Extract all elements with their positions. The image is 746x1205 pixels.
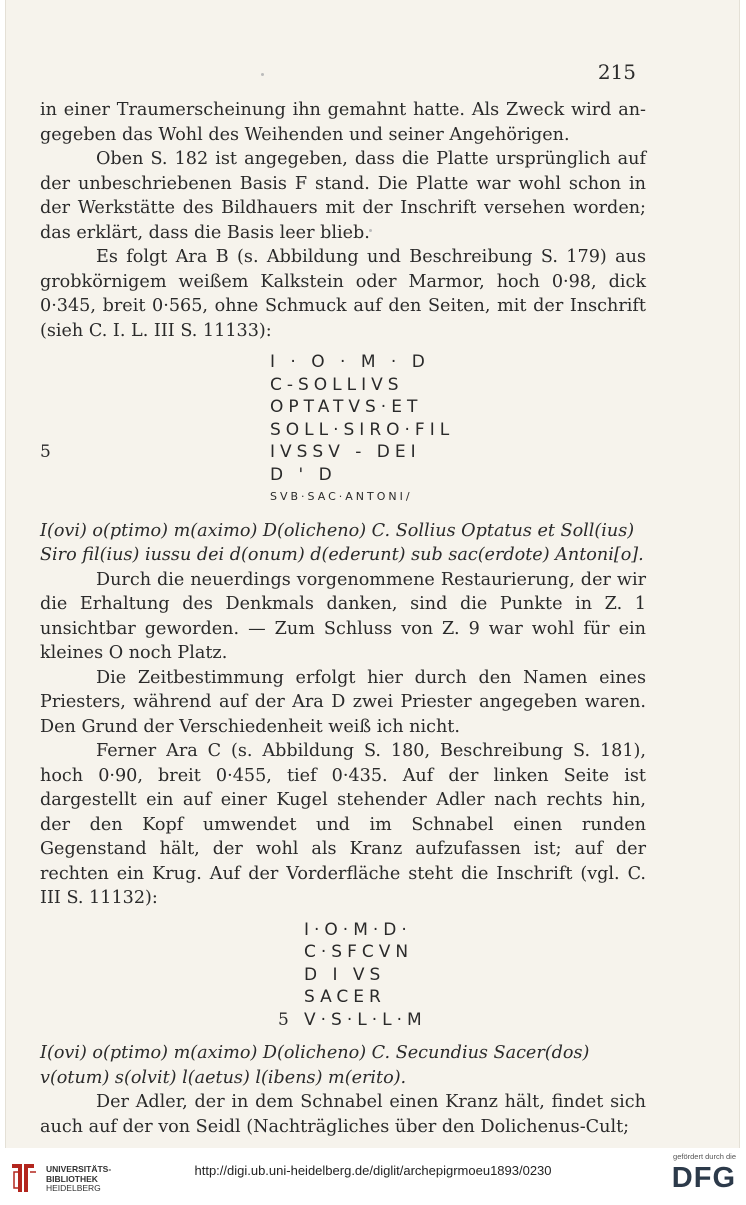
- paragraph: Ferner Ara C (s. Abbildung S. 180, Beschreibung S. 181), hoch 0·90, breit 0·455, tief 0·435. Auf der linken Seite ist dargestellt ein auf einer Kugel stehender Adler nach rechts hin, der den Kopf umwendet und im Schnabel einen runden Gegenstand hält, der wohl als Kranz aufzufassen ist; auf der rechten ein Krug. Auf der Vorderfläche steht die Inschrift (vgl. C. III S. 11132):: [40, 741, 646, 908]
- paragraph: Es folgt Ara B (s. Abbildung und Beschreibung S. 179) aus grobkörnigem weißem Kalkstein oder Marmor, hoch 0·98, dick 0·345, breit 0·565, ohne Schmuck auf den Seiten, mit der Inschrift (sieh C. I. L. III S. 11133):: [40, 247, 646, 341]
- inscription-line: SOLL·SIRO·FIL: [270, 419, 455, 440]
- inscription-line: SACER: [304, 987, 386, 1007]
- body-text: [40, 98, 646, 1139]
- transcription: I(ovi) o(ptimo) m(aximo) D(olicheno) C. Sollius Optatus et Soll(ius) Siro fil(ius) iussu dei d(onum) d(ederunt) sub sac(erdote) Antoni[o].: [40, 520, 644, 565]
- paragraph: Oben S. 182 ist angegeben, dass die Platte ursprünglich auf der unbeschriebenen Basis F stand. Die Platte war wohl schon in der Werkstätte des Bildhauers mit der Inschrift versehen worden; das erklärt, dass die Basis leer blieb.: [40, 149, 646, 243]
- inscription-block: [40, 919, 646, 1032]
- inscription-line: SVB·SAC·ANTONI/: [270, 490, 413, 503]
- inscription-line: D ' D: [270, 464, 337, 485]
- paragraph: in einer Traumerscheinung ihn gemahnt hatte. Als Zweck wird angegeben das Wohl des Weihenden und seiner Angehörigen.: [40, 100, 646, 145]
- speck: [261, 73, 264, 76]
- library-name: UNIVERSITÄTS- BIBLIOTHEK HEIDELBERG: [46, 1164, 112, 1193]
- paragraph: Der Adler, der in dem Schnabel einen Kranz hält, findet sich auch auf der von Seidl (Nachträgliches über den Dolichenus-Cult;: [40, 1092, 646, 1137]
- permalink-url[interactable]: http://digi.ub.uni-heidelberg.de/diglit/archepigrmoeu1893/0230: [194, 1163, 552, 1178]
- inscription-line: OPTATVS·ET: [270, 397, 423, 417]
- inscription-line: 5 V·S·L·L·M: [278, 1009, 427, 1030]
- inscription-line: D I VS: [304, 964, 386, 985]
- dfg-logo[interactable]: [656, 1152, 736, 1193]
- paragraph: Die Zeitbestimmung erfolgt hier durch den Namen eines Priesters, während auf der Ara D zwei Priester angegeben waren. Den Grund der Verschiedenheit weiß ich nicht.: [40, 667, 646, 737]
- inscription-line: C-SOLLIVS: [270, 374, 404, 395]
- inscription-line: I·O·M·D·: [304, 919, 412, 940]
- footer-bar: [0, 1148, 746, 1205]
- inscription-line: I · O · M · D: [270, 352, 430, 372]
- paragraph: Durch die neuerdings vorgenommene Restaurierung, der wir die Erhaltung des Denkmals danken, sind die Punkte in Z. 1 unsichtbar geworden. — Zum Schluss von Z. 9 war wohl für ein kleines O noch Platz.: [40, 569, 646, 663]
- funded-by-label: gefördert durch die: [673, 1152, 736, 1161]
- scanned-page: [6, 0, 739, 1148]
- inscription-block: [40, 351, 646, 509]
- inscription-line: 5 IVSSV - DEI: [40, 442, 421, 462]
- dfg-wordmark: DFG: [671, 1162, 736, 1194]
- transcription: I(ovi) o(ptimo) m(aximo) D(olicheno) C. Secundius Sacer(dos) v(otum) s(olvit) l(aetus) l(ibens) m(erito).: [40, 1043, 590, 1088]
- page-number: 215: [597, 60, 636, 84]
- inscription-line: C·SFCVN: [304, 942, 414, 962]
